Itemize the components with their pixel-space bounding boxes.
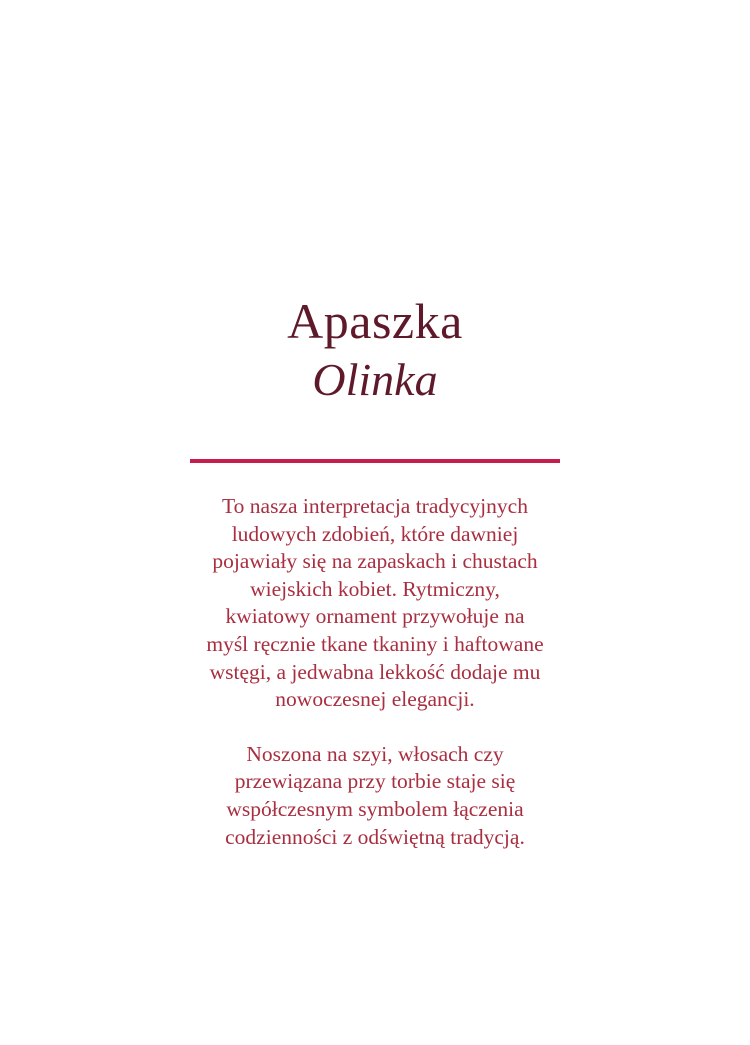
text-line: wstęgi, a jedwabna lekkość dodaje mu	[209, 659, 541, 684]
text-line: przewiązana przy torbie staje się	[234, 769, 516, 794]
product-title	[0, 290, 750, 408]
text-line: ludowych zdobień, które dawniej	[231, 521, 519, 546]
title-main: Apaszka	[287, 293, 463, 349]
divider-rule	[190, 459, 560, 463]
text-line: To nasza interpretacja tradycyjnych	[222, 494, 528, 518]
text-line: nowoczesnej elegancji.	[275, 687, 475, 712]
text-line: Noszona na szyi, włosach czy	[246, 741, 504, 766]
text-line: współczesnym symbolem łączenia	[226, 796, 524, 821]
text-line: codzienności z odświętną tradycją.	[225, 824, 525, 849]
text-line: myśl ręcznie tkane tkaniny i haftowane	[206, 631, 544, 656]
description-paragraph-2	[145, 741, 605, 851]
description	[145, 493, 605, 878]
text-line: kwiatowy ornament przywołuje na	[225, 604, 525, 629]
description-paragraph-1	[145, 493, 605, 714]
title-subtitle: Olinka	[312, 354, 438, 405]
text-line: pojawiały się na zapaskach i chustach	[212, 549, 538, 574]
text-line: wiejskich kobiet. Rytmiczny,	[250, 576, 500, 601]
